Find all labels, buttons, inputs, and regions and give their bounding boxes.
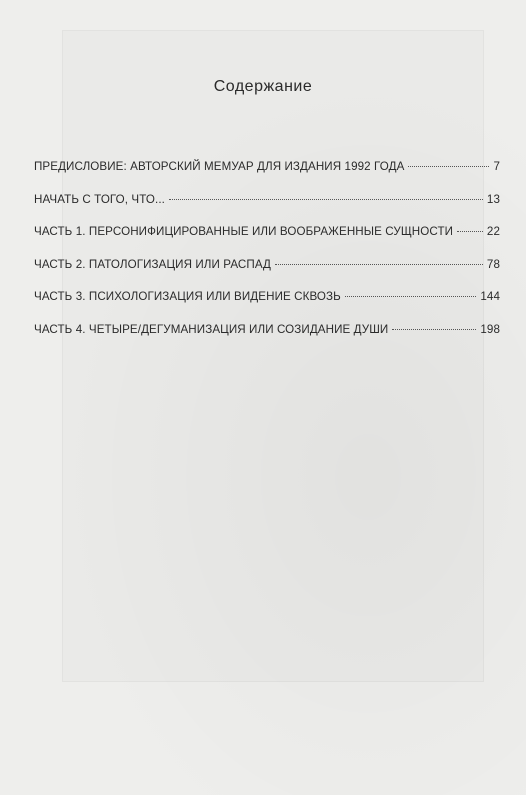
toc-entry-intro	[34, 193, 500, 226]
toc-entry-label: ПРЕДИСЛОВИЕ: АВТОРСКИЙ МЕМУАР ДЛЯ ИЗДАНИЯ 1992 ГОДА	[34, 160, 405, 173]
toc-entry-label: НАЧАТЬ С ТОГО, ЧТО...	[34, 192, 165, 206]
dot-leader	[457, 231, 483, 232]
toc-entry-preface	[34, 160, 500, 193]
toc-entry-page: 198	[480, 322, 500, 336]
dot-leader	[408, 166, 489, 167]
toc-entry-page: 144	[480, 290, 500, 303]
table-of-contents	[34, 160, 500, 355]
toc-entry-part-1	[34, 225, 500, 258]
toc-entry-page: 7	[493, 160, 500, 173]
page-bleed-through	[62, 30, 484, 682]
toc-entry-page: 78	[486, 257, 500, 271]
toc-entry-label: ЧАСТЬ 4. ЧЕТЫРЕ/ДЕГУМАНИЗАЦИЯ ИЛИ СОЗИДАНИЕ ДУШИ	[34, 322, 389, 336]
toc-entry-part-3	[34, 290, 500, 323]
toc-entry-label: ЧАСТЬ 1. ПЕРСОНИФИЦИРОВАННЫЕ ИЛИ ВООБРАЖЕННЫЕ СУЩНОСТИ	[34, 225, 454, 238]
toc-entry-label: ЧАСТЬ 2. ПАТОЛОГИЗАЦИЯ ИЛИ РАСПАД	[34, 257, 271, 271]
dot-leader	[345, 296, 476, 297]
dot-leader	[169, 199, 483, 200]
toc-entry-part-4	[34, 323, 500, 356]
toc-entry-label: ЧАСТЬ 3. ПСИХОЛОГИЗАЦИЯ ИЛИ ВИДЕНИЕ СКВОЗЬ	[34, 290, 341, 303]
dot-leader	[275, 264, 483, 265]
toc-entry-page: 22	[486, 225, 500, 238]
page-title: Содержание	[213, 78, 313, 95]
toc-entry-part-2	[34, 258, 500, 291]
dot-leader	[392, 329, 476, 330]
toc-entry-page: 13	[486, 192, 500, 206]
